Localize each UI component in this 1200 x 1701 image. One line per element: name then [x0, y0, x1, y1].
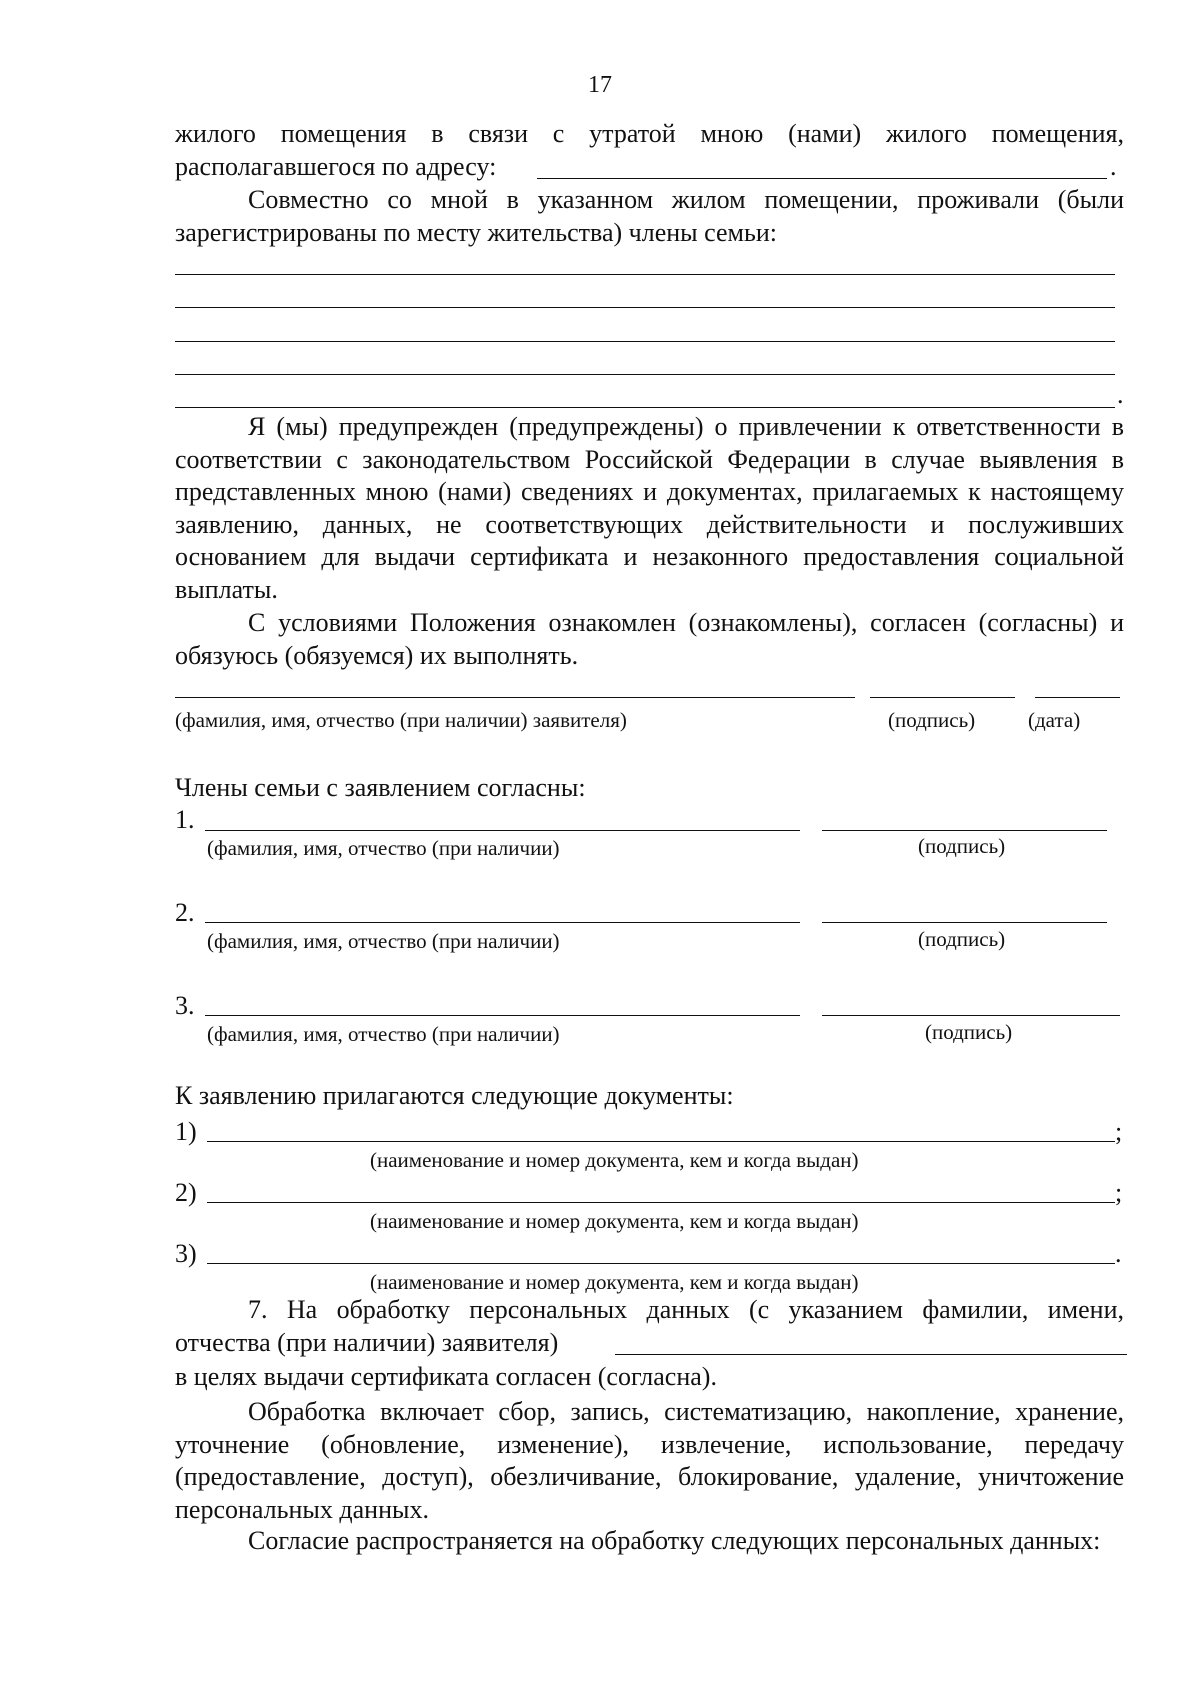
attachment-caption-2: (наименование и номер документа, кем и когда выдан) [370, 1209, 859, 1233]
family-member-signature-line-2 [822, 922, 1107, 923]
attachment-caption-3: (наименование и номер документа, кем и когда выдан) [370, 1270, 859, 1294]
attachment-number-2: 2) [175, 1178, 197, 1207]
attachment-line-3 [207, 1263, 1115, 1264]
attachment-number-1: 1) [175, 1117, 197, 1146]
applicant-name-caption: (фамилия, имя, отчество (при наличии) заявителя) [175, 708, 627, 732]
consent-applicant-line [615, 1354, 1127, 1355]
applicant-date-line [1035, 697, 1120, 698]
attachment-line-2 [207, 1202, 1115, 1203]
family-member-signature-line-3 [822, 1015, 1120, 1016]
family-member-signature-caption-3: (подпись) [925, 1020, 1013, 1044]
applicant-signature-line [870, 697, 1015, 698]
family-member-number-2: 2. [175, 898, 195, 927]
address-line [537, 178, 1107, 179]
attachment-end-3: . [1115, 1239, 1122, 1268]
attachment-number-3: 3) [175, 1239, 197, 1268]
liability-warning-paragraph: Я (мы) предупрежден (предупреждены) о привлечении к ответственности в соответствии с законодательством Российской Федерации в случае выявления в представленных мною (нами) сведениях и документах, прилагаемых к настоящему заявлению, данных, не соответствующих действительности и послуживших основанием для выдачи сертификата и незаконного предоставления социальной выплаты. [175, 412, 1124, 604]
cohabitants-paragraph: Совместно со мной в указанном жилом помещении, проживали (были зарегистрированы по месту жительства) члены семьи: [175, 185, 1124, 247]
family-member-name-line-3 [205, 1015, 800, 1016]
family-member-line-3 [175, 341, 1115, 342]
applicant-signature-caption: (подпись) [888, 708, 976, 732]
processing-paragraph: Обработка включает сбор, запись, систематизацию, накопление, хранение, уточнение (обновление, изменение), извлечение, использование, передачу (предоставление, доступ), обезличивание, блокирование, удаление, уничтожение персональных данных. [175, 1397, 1124, 1524]
attachments-heading: К заявлению прилагаются следующие документы: [175, 1081, 734, 1110]
family-member-signature-line-1 [822, 830, 1107, 831]
applicant-name-line [175, 697, 855, 698]
address-period: . [1110, 152, 1117, 181]
family-member-line-5 [175, 407, 1115, 408]
family-member-number-3: 3. [175, 991, 195, 1020]
page-number: 17 [588, 72, 612, 98]
attachment-caption-1: (наименование и номер документа, кем и когда выдан) [370, 1148, 859, 1172]
family-member-name-line-1 [205, 830, 800, 831]
address-label: располагавшегося по адресу: [175, 152, 497, 181]
applicant-date-caption: (дата) [1028, 708, 1081, 732]
attachment-end-1: ; [1115, 1117, 1123, 1146]
family-member-name-caption-3: (фамилия, имя, отчество (при наличии) [207, 1022, 560, 1046]
family-list-period: . [1117, 380, 1124, 409]
family-member-signature-caption-2: (подпись) [918, 927, 1006, 951]
consent-applicant-label: отчества (при наличии) заявителя) [175, 1328, 559, 1357]
family-member-name-caption-2: (фамилия, имя, отчество (при наличии) [207, 929, 560, 953]
conditions-paragraph: С условиями Положения ознакомлен (ознакомлены), согласен (согласны) и обязуюсь (обязуемся) их выполнять. [175, 608, 1124, 670]
attachment-line-1 [207, 1141, 1115, 1142]
family-member-name-line-2 [205, 922, 800, 923]
scope-paragraph: Согласие распространяется на обработку следующих персональных данных: [248, 1526, 1101, 1555]
family-consent-heading: Члены семьи с заявлением согласны: [175, 773, 586, 802]
family-member-signature-caption-1: (подпись) [918, 834, 1006, 858]
consent-heading-line: 7. На обработку персональных данных (с указанием фамилии, имени, [248, 1295, 1124, 1324]
family-member-line-4 [175, 374, 1115, 375]
consent-purpose-text: в целях выдачи сертификата согласен (согласна). [175, 1362, 717, 1391]
attachment-end-2: ; [1115, 1178, 1123, 1207]
family-member-line-1 [175, 274, 1115, 275]
family-member-number-1: 1. [175, 805, 195, 834]
continuation-text: жилого помещения в связи с утратой мною (нами) жилого помещения, [175, 119, 1124, 148]
family-member-name-caption-1: (фамилия, имя, отчество (при наличии) [207, 836, 560, 860]
family-member-line-2 [175, 307, 1115, 308]
